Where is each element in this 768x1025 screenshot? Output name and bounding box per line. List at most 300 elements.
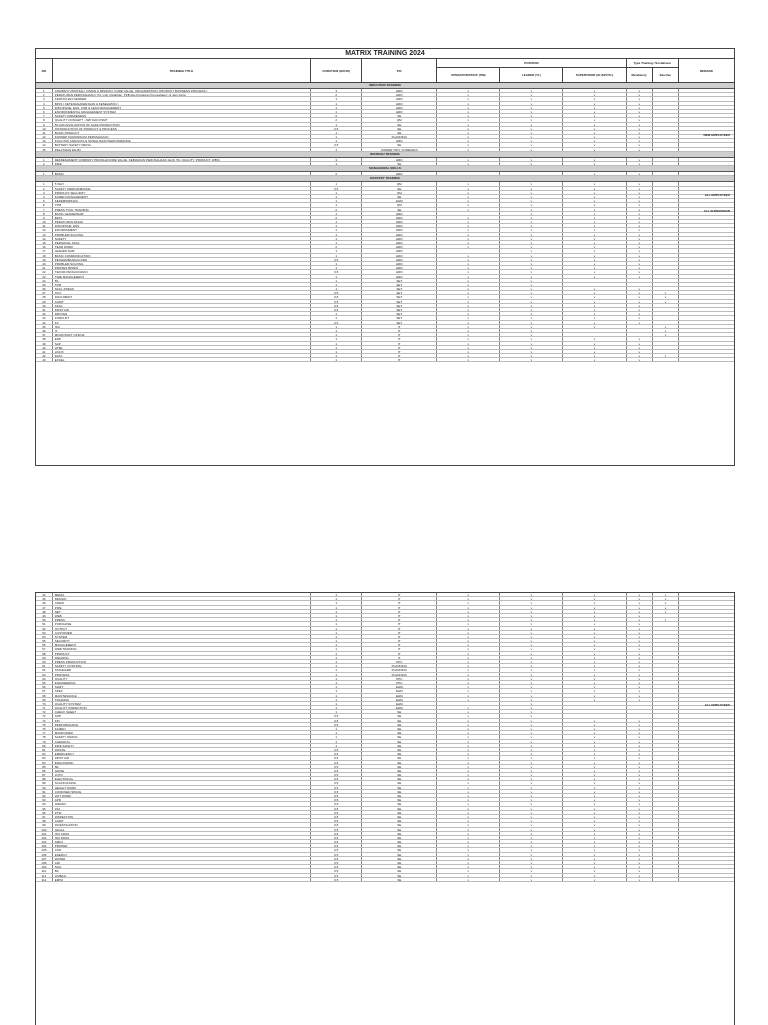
table-cell: 26 <box>36 287 53 290</box>
remark-cell <box>679 287 734 290</box>
table-cell: 41 <box>36 350 53 353</box>
table-cell <box>653 258 679 261</box>
table-cell: v <box>627 203 654 206</box>
table-cell: 1 <box>311 241 362 244</box>
table-cell: v <box>563 291 626 294</box>
table-cell: v <box>437 643 500 646</box>
table-cell: v <box>627 304 654 307</box>
table-cell: 1 <box>311 342 362 345</box>
table-cell: SE <box>362 832 437 835</box>
table-cell: v <box>653 601 679 604</box>
table-cell: v <box>653 325 679 328</box>
table-cell: 1 <box>311 199 362 202</box>
training-title-cell: PRESS PRODUCTION <box>53 660 311 663</box>
table-cell: v <box>627 89 654 92</box>
table-cell: 34 <box>36 321 53 324</box>
table-cell: v <box>437 208 500 211</box>
training-title-cell: TPM <box>53 203 311 206</box>
remark-cell <box>679 110 734 113</box>
table-cell: v <box>563 861 626 864</box>
remark-cell <box>679 656 734 659</box>
remark-cell <box>679 853 734 856</box>
table-cell <box>653 777 679 780</box>
table-cell: HRD <box>362 233 437 236</box>
table-cell: 111 <box>36 874 53 877</box>
table-cell: v <box>437 765 500 768</box>
table-cell: SE <box>362 807 437 810</box>
header-duration: DURATION (HOUR) <box>311 59 362 82</box>
table-cell: v <box>500 865 563 868</box>
training-title-cell: ISO 45001 <box>53 836 311 839</box>
table-cell: v <box>563 832 626 835</box>
table-cell: v <box>500 601 563 604</box>
table-cell: v <box>437 731 500 734</box>
table-cell: v <box>627 131 654 134</box>
table-cell: v <box>563 203 626 206</box>
table-cell: 0.5 <box>311 291 362 294</box>
table-cell: HRD <box>362 266 437 269</box>
training-title-cell: TPM <box>53 283 311 286</box>
table-cell <box>563 283 626 286</box>
table-cell: v <box>437 220 500 223</box>
training-title-cell: K3 <box>53 321 311 324</box>
table-cell <box>653 677 679 680</box>
table-cell: v <box>627 346 654 349</box>
table-cell: 43 <box>36 358 53 361</box>
table-cell: v <box>500 706 563 709</box>
training-title-cell: BPJS <box>53 216 311 219</box>
table-cell: v <box>627 811 654 814</box>
table-cell: v <box>627 601 654 604</box>
training-title-cell: PTW <box>53 811 311 814</box>
table-cell: HRD <box>362 258 437 261</box>
training-title-cell: SHIFT <box>53 685 311 688</box>
table-cell: 80 <box>36 744 53 747</box>
table-cell: v <box>627 172 654 175</box>
table-cell: SE <box>362 874 437 877</box>
table-cell: 0.5 <box>311 777 362 780</box>
table-cell: v <box>563 673 626 676</box>
table-cell <box>653 135 679 138</box>
table-cell: v <box>563 337 626 340</box>
table-cell: 8 <box>36 118 53 121</box>
table-cell: v <box>437 89 500 92</box>
table-cell: SE <box>362 861 437 864</box>
header-pos-operator: OPERATOR/STAFF (PM) <box>437 68 500 82</box>
training-title-cell: DOCUMENT <box>53 295 311 298</box>
training-title-cell: KONSEP KOMUNIKASI PERUSAHAAN <box>53 135 311 138</box>
table-cell: 10 <box>36 127 53 130</box>
table-cell: v <box>500 677 563 680</box>
table-cell: v <box>563 316 626 319</box>
training-title-cell: PROBLEM SOLVING <box>53 262 311 265</box>
table-cell: v <box>437 773 500 776</box>
table-cell: IT <box>362 635 437 638</box>
remark-all-supervisor: ALL SUPERVISOR <box>703 209 730 213</box>
table-cell <box>653 212 679 215</box>
table-cell: v <box>627 631 654 634</box>
table-cell: v <box>563 199 626 202</box>
training-title-cell: 5S DAN EVALUATION OF SAFE PRODUCTION <box>53 123 311 126</box>
table-cell <box>653 660 679 663</box>
remark-cell <box>679 752 734 755</box>
table-cell: SET <box>362 295 437 298</box>
table-cell: v <box>627 216 654 219</box>
remark-cell <box>679 815 734 818</box>
table-cell <box>653 643 679 646</box>
table-cell: 1 <box>311 635 362 638</box>
remark-cell <box>679 354 734 357</box>
table-cell <box>653 878 679 881</box>
table-cell: 3 <box>311 158 362 161</box>
table-cell: HRD <box>362 220 437 223</box>
table-cell: v <box>500 828 563 831</box>
table-cell: v <box>500 714 563 717</box>
table-cell: v <box>563 139 626 142</box>
table-cell <box>653 652 679 655</box>
table-cell: SE <box>362 840 437 843</box>
remark-cell <box>679 275 734 278</box>
table-cell <box>653 110 679 113</box>
remark-cell <box>679 786 734 789</box>
table-cell: 1 <box>311 740 362 743</box>
table-cell: v <box>437 228 500 231</box>
training-title-cell: PROBLEM SOLVING <box>53 233 311 236</box>
training-title-cell: QCC <box>53 291 311 294</box>
table-cell: 1 <box>311 233 362 236</box>
table-cell: 1 <box>311 622 362 625</box>
table-cell: v <box>563 143 626 146</box>
table-cell <box>653 740 679 743</box>
training-title-cell: PERATURAN PERUSAHAAN ( K3, Cuti, Pelatihan, PKB dan Peraturan Perusahaan ) & Jam Kerja <box>53 93 311 96</box>
table-cell: SE <box>362 769 437 772</box>
training-title-cell: LEADER SHIP <box>53 249 311 252</box>
table-cell: v <box>653 597 679 600</box>
table-cell: 0.5 <box>311 844 362 847</box>
table-cell: v <box>627 191 654 194</box>
table-cell: v <box>500 208 563 211</box>
table-cell: SE <box>362 143 437 146</box>
table-cell: v <box>627 773 654 776</box>
remark-cell <box>679 635 734 638</box>
training-title-cell: DRIVING <box>53 312 311 315</box>
table-cell: SET <box>362 300 437 303</box>
table-cell: v <box>500 643 563 646</box>
table-cell: 1 <box>311 148 362 151</box>
table-cell: SE <box>362 748 437 751</box>
table-cell: 0.5 <box>311 321 362 324</box>
table-cell: v <box>627 727 654 730</box>
table-cell: v <box>563 131 626 134</box>
table-cell: v <box>627 110 654 113</box>
table-cell: v <box>437 148 500 151</box>
table-cell: v <box>500 216 563 219</box>
table-cell <box>563 706 626 709</box>
table-cell: 67 <box>36 689 53 692</box>
induction-rows <box>36 89 734 152</box>
remark-cell <box>679 601 734 604</box>
table-cell: 1 <box>36 89 53 92</box>
table-cell: v <box>437 224 500 227</box>
table-cell: v <box>563 123 626 126</box>
table-cell: v <box>500 861 563 864</box>
table-cell <box>653 823 679 826</box>
table-cell: v <box>563 815 626 818</box>
table-cell: v <box>627 735 654 738</box>
table-cell: v <box>627 97 654 100</box>
table-cell: 28 <box>36 295 53 298</box>
table-cell: 1 <box>311 735 362 738</box>
table-cell: v <box>563 731 626 734</box>
table-cell: v <box>437 740 500 743</box>
table-cell: v <box>500 295 563 298</box>
table-cell: v <box>500 241 563 244</box>
table-cell <box>563 702 626 705</box>
table-cell <box>653 735 679 738</box>
table-cell: v <box>500 275 563 278</box>
table-cell: v <box>437 857 500 860</box>
remark-cell <box>679 308 734 311</box>
table-cell: 4 <box>36 102 53 105</box>
table-cell <box>653 191 679 194</box>
table-cell <box>563 714 626 717</box>
table-cell: QM <box>362 118 437 121</box>
table-cell: v <box>500 143 563 146</box>
remark-cell <box>679 848 734 851</box>
table-cell: v <box>627 668 654 671</box>
table-cell: 5 <box>36 199 53 202</box>
table-cell: SET <box>362 283 437 286</box>
table-cell: v <box>563 740 626 743</box>
header-mandatory: Mandatory <box>627 68 653 82</box>
training-title-cell: CHEMICAL <box>53 740 311 743</box>
training-title-cell: ENVIRONMENTAL MANAGEMENT SYSTEM <box>53 110 311 113</box>
table-cell: SE <box>362 823 437 826</box>
table-cell <box>653 118 679 121</box>
table-cell: 5 <box>36 106 53 109</box>
table-cell <box>653 143 679 146</box>
table-cell: SE <box>362 794 437 797</box>
table-cell: 1 <box>311 627 362 630</box>
table-cell: v <box>653 329 679 332</box>
table-cell: v <box>627 354 654 357</box>
table-cell: v <box>500 308 563 311</box>
training-title-cell: CSR <box>53 848 311 851</box>
training-title-cell: EMERGENCY <box>53 752 311 755</box>
table-cell: v <box>500 262 563 265</box>
training-title-cell: DESIGN <box>53 597 311 600</box>
table-cell: 74 <box>36 719 53 722</box>
table-cell: v <box>437 735 500 738</box>
table-cell: 1 <box>311 275 362 278</box>
training-title-cell: PERSONAL SKILL <box>53 241 311 244</box>
table-cell <box>653 614 679 617</box>
table-cell: v <box>437 622 500 625</box>
table-cell: v <box>437 606 500 609</box>
table-cell: v <box>563 865 626 868</box>
table-cell: v <box>627 874 654 877</box>
table-cell: PLANNING <box>362 664 437 667</box>
training-title-cell: SECURITY <box>53 639 311 642</box>
training-title-cell: WELDING <box>53 656 311 659</box>
table-cell: v <box>437 840 500 843</box>
table-cell: v <box>437 802 500 805</box>
table-cell: v <box>627 635 654 638</box>
table-cell: 75 <box>36 723 53 726</box>
header-remark: REMARK <box>699 68 713 73</box>
table-cell: IT <box>362 618 437 621</box>
table-cell: IT <box>362 333 437 336</box>
remark-cell <box>679 668 734 671</box>
training-title-cell: TEAM WORK <box>53 245 311 248</box>
table-cell: 56 <box>36 643 53 646</box>
table-cell: 1 <box>311 673 362 676</box>
remark-cell <box>679 245 734 248</box>
table-cell: v <box>500 287 563 290</box>
table-cell: 8 <box>36 212 53 215</box>
table-cell <box>653 861 679 864</box>
table-cell: 1 <box>311 316 362 319</box>
remark-cell <box>679 673 734 676</box>
table-cell: HRD <box>362 245 437 248</box>
table-cell: PPC <box>362 660 437 663</box>
table-cell <box>653 283 679 286</box>
table-cell: v <box>627 220 654 223</box>
table-cell: v <box>500 610 563 613</box>
remark-cell <box>679 798 734 801</box>
table-cell: v <box>627 689 654 692</box>
table-cell: HRD <box>362 241 437 244</box>
table-cell: v <box>627 308 654 311</box>
table-cell: v <box>437 689 500 692</box>
table-cell <box>653 224 679 227</box>
table-cell: v <box>500 350 563 353</box>
remark-cell <box>679 270 734 273</box>
table-cell: v <box>437 878 500 881</box>
remark-cell <box>679 333 734 336</box>
remark-cell <box>679 279 734 282</box>
table-cell: v <box>563 110 626 113</box>
table-cell: v <box>627 135 654 138</box>
table-cell <box>653 262 679 265</box>
table-cell: v <box>437 275 500 278</box>
table-cell: 16 <box>36 245 53 248</box>
table-cell: v <box>627 664 654 667</box>
header-no: NO <box>36 59 53 82</box>
table-cell <box>653 346 679 349</box>
table-cell: v <box>563 744 626 747</box>
table-cell: 90 <box>36 786 53 789</box>
table-cell: 0.5 <box>311 295 362 298</box>
training-title-cell: EMISI <box>53 878 311 881</box>
table-row <box>36 878 734 882</box>
table-cell: 69 <box>36 698 53 701</box>
table-cell: SE <box>362 798 437 801</box>
training-title-cell: DATA <box>53 354 311 357</box>
table-cell: SE <box>362 773 437 776</box>
table-cell: SE <box>362 811 437 814</box>
remark-cell <box>679 249 734 252</box>
table-cell: v <box>437 668 500 671</box>
table-cell: v <box>437 135 500 138</box>
remark-cell <box>679 614 734 617</box>
training-title-cell: CHECK SHEET <box>53 710 311 713</box>
table-cell: v <box>563 224 626 227</box>
table-cell: v <box>437 844 500 847</box>
table-cell: v <box>437 312 500 315</box>
refresh-rows <box>36 158 734 166</box>
table-cell: EHM <box>362 199 437 202</box>
table-cell: v <box>627 840 654 843</box>
training-title-cell: APD <box>53 798 311 801</box>
table-cell: v <box>563 606 626 609</box>
remark-cell <box>679 647 734 650</box>
remark-cell <box>679 114 734 117</box>
table-cell: v <box>500 681 563 684</box>
table-cell: v <box>500 254 563 257</box>
table-cell: 1 <box>311 195 362 198</box>
remark-cell <box>679 681 734 684</box>
table-cell: 13 <box>36 233 53 236</box>
table-cell: v <box>500 802 563 805</box>
remark-cell <box>679 199 734 202</box>
table-cell: v <box>500 342 563 345</box>
training-title-cell: PELATIHAN ENJIN <box>53 148 311 151</box>
table-cell: v <box>563 756 626 759</box>
table-cell: v <box>500 325 563 328</box>
table-cell: 13 <box>36 139 53 142</box>
table-cell: 1 <box>311 329 362 332</box>
table-cell: 1 <box>311 597 362 600</box>
table-cell: 0.5 <box>311 786 362 789</box>
table-cell: v <box>500 765 563 768</box>
table-cell: v <box>500 321 563 324</box>
table-cell: HRD <box>362 275 437 278</box>
table-cell: 49 <box>36 614 53 617</box>
table-cell: 1 <box>311 135 362 138</box>
table-cell: 2 <box>36 93 53 96</box>
remark-cell <box>679 756 734 759</box>
table-cell: v <box>500 291 563 294</box>
table-cell: 0.5 <box>311 765 362 768</box>
table-cell: 1 <box>311 262 362 265</box>
table-cell: v <box>500 346 563 349</box>
table-cell <box>653 97 679 100</box>
table-cell: v <box>500 773 563 776</box>
table-cell: 1 <box>311 346 362 349</box>
table-cell: v <box>437 199 500 202</box>
table-cell: v <box>500 647 563 650</box>
table-cell <box>653 836 679 839</box>
table-cell: 1 <box>311 139 362 142</box>
table-cell <box>653 321 679 324</box>
remark-cell <box>679 802 734 805</box>
table-cell <box>653 773 679 776</box>
table-cell <box>653 216 679 219</box>
table-cell: v <box>627 752 654 755</box>
table-cell: v <box>627 148 654 151</box>
table-cell: v <box>627 643 654 646</box>
table-cell: 33 <box>36 316 53 319</box>
table-cell: v <box>437 139 500 142</box>
table-cell <box>437 172 500 175</box>
table-cell: v <box>437 744 500 747</box>
table-cell: v <box>563 761 626 764</box>
table-cell: v <box>437 143 500 146</box>
table-cell: SE <box>362 844 437 847</box>
table-cell: 107 <box>36 857 53 860</box>
table-cell <box>627 710 654 713</box>
